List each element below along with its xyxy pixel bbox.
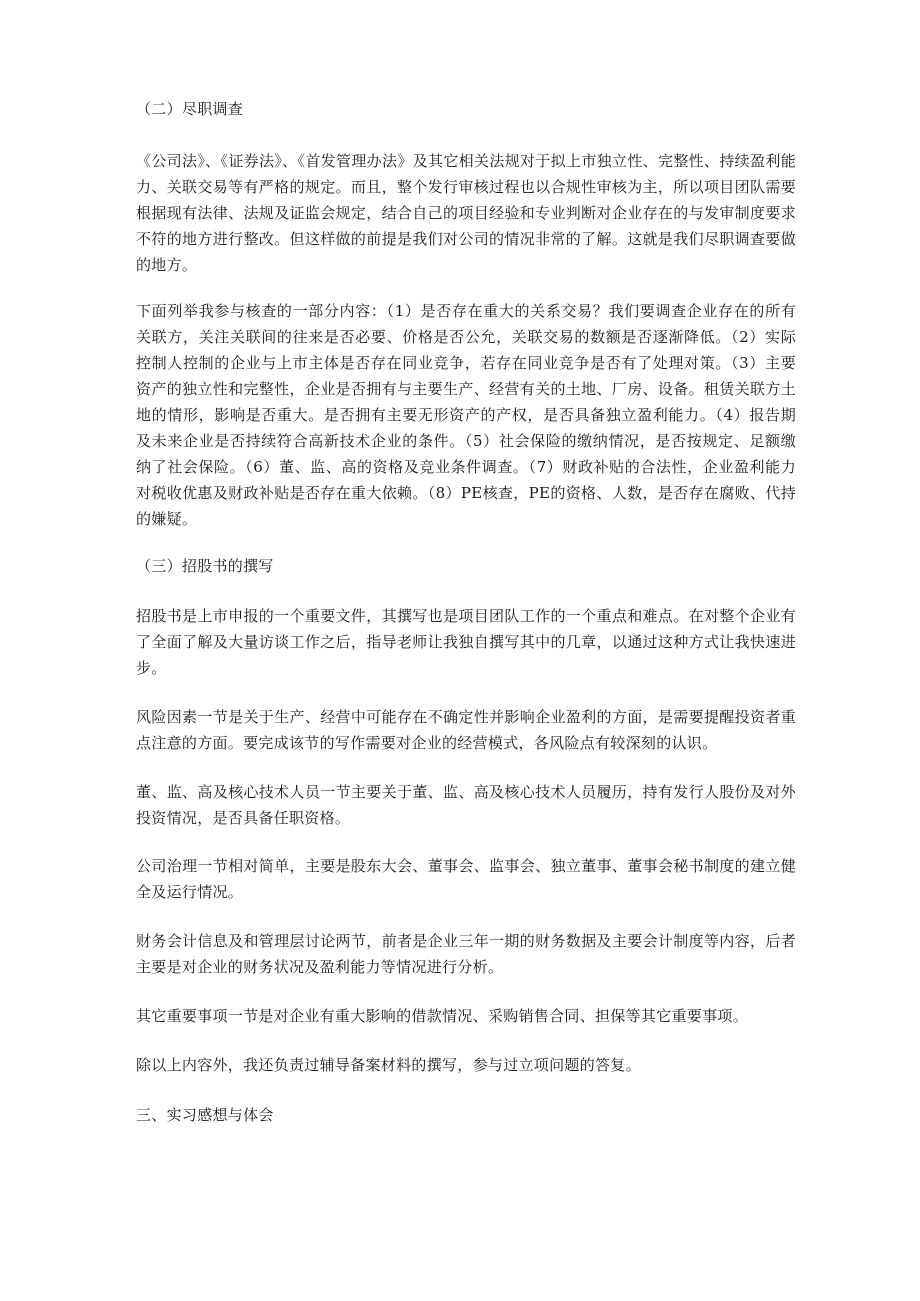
paragraph-directors-supervisors: 董、监、高及核心技术人员一节主要关于董、监、高及核心技术人员履历，持有发行人股份及对外投资情况，是否具备任职资格。 [136,783,796,827]
paragraph-other-important-matters: 其它重要事项一节是对企业有重大影响的借款情况、采购销售合同、担保等其它重要事项。 [136,1007,749,1025]
section-heading-due-diligence: （二）尽职调查 [136,100,244,118]
paragraph-risk-factors: 风险因素一节是关于生产、经营中可能存在不确定性并影响企业盈利的方面，是需要提醒投资者重点注意的方面。要完成该节的写作需要对企业的经营模式，各风险点有较深刻的认识。 [136,708,796,752]
section-heading-reflections: 三、实习感想与体会 [136,1106,274,1124]
paragraph-corporate-governance: 公司治理一节相对简单，主要是股东大会、董事会、监事会、独立董事、董事会秘书制度的建立健全及运行情况。 [136,857,796,901]
paragraph-additional-work: 除以上内容外，我还负责过辅导备案材料的撰写，参与过立项问题的答复。 [136,1056,641,1074]
paragraph-financial-information: 财务会计信息及和管理层讨论两节，前者是企业三年一期的财务数据及主要会计制度等内容，后者主要是对企业的财务状况及盈利能力等情况进行分析。 [136,932,796,976]
paragraph-laws-and-regulations: 《公司法》、《证券法》、《首发管理办法》及其它相关法规对于拟上市独立性、完整性、持续盈利能力、关联交易等有严格的规定。而且，整个发行审核过程也以合规性审核为主，所以项目团队需要根据现有法律、法规及证监会规定，结合自己的项目经验和专业判断对企业存在的与发审制度要求不符的地方进行整改。但这样做的前提是我们对公司的情况非常的了解。这就是我们尽职调查要做的地方。 [136,152,796,274]
paragraph-verification-checklist: 下面列举我参与核查的一部分内容：（1）是否存在重大的关系交易？我们要调查企业存在的所有关联方，关注关联间的往来是否必要、价格是否公允，关联交易的数额是否逐渐降低。（2）实际控制人控制的企业与上市主体是否存在同业竞争，若存在同业竞争是否有了处理对策。（3）主要资产的独立性和完整性，企业是否拥有与主要生产、经营有关的土地、厂房、设备。租赁关联方土地的情形，影响是否重大。是否拥有主要无形资产的产权，是否具备独立盈利能力。（4）报告期及未来企业是否持续符合高新技术企业的条件。（5）社会保险的缴纳情况，是否按规定、足额缴纳了社会保险。（6）董、监、高的资格及竞业条件调查。（7）财政补贴的合法性，企业盈利能力对税收优惠及财政补贴是否存在重大依赖。（8）PE核查，PE的资格、人数，是否存在腐败、代持的嫌疑。 [136,302,796,528]
section-heading-prospectus: （三）招股书的撰写 [136,557,274,575]
paragraph-prospectus-writing: 招股书是上市申报的一个重要文件，其撰写也是项目团队工作的一个重点和难点。在对整个企业有了全面了解及大量访谈工作之后，指导老师让我独自撰写其中的几章，以通过这种方式让我快速进步。 [136,607,796,677]
